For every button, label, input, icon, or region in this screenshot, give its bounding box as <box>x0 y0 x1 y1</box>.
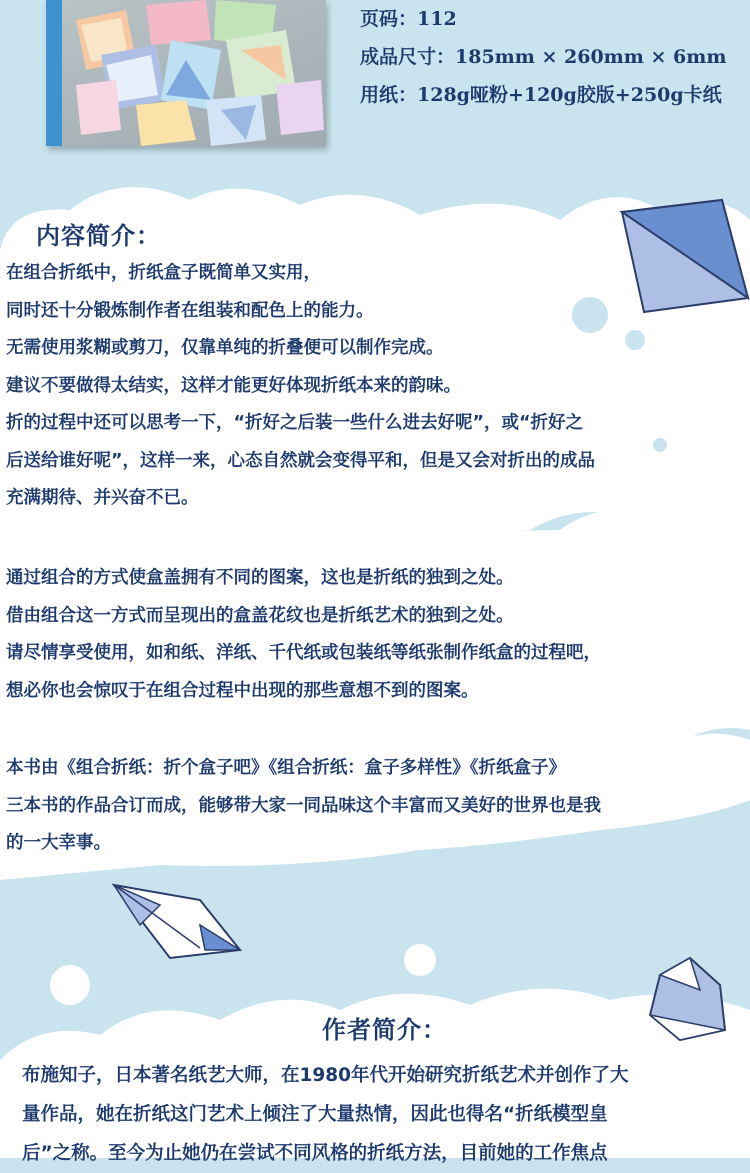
spec-size: 成品尺寸：185mm × 260mm × 6mm <box>360 46 727 68</box>
intro-line: 本书由《组合折纸：折个盒子吧》《组合折纸：盒子多样性》《折纸盒子》 <box>6 758 566 778</box>
author-paragraph <box>22 1056 742 1173</box>
intro-line: 请尽情享受使用，如和纸、洋纸、千代纸或包装纸等纸张制作纸盒的过程吧， <box>6 643 601 663</box>
bubble <box>404 944 436 976</box>
origami-boxes-illustration <box>46 0 326 146</box>
intro-paragraph-2 <box>6 560 750 710</box>
author-line: 后”之称。至今为止她仍在尝试不同风格的折纸方法，目前她的工作焦点 <box>22 1143 608 1164</box>
author-title: 作者简介： <box>322 1016 447 1044</box>
author-line: 布施知子，日本著名纸艺大师，在1980年代开始研究折纸艺术并创作了大 <box>22 1065 629 1086</box>
intro-line: 后送给谁好呢”，这样一来，心态自然就会变得平和，但是又会对折出的成品 <box>6 450 595 471</box>
intro-line: 想必你也会惊叹于在组合过程中出现的那些意想不到的图案。 <box>6 680 479 701</box>
intro-line: 充满期待、并兴奋不已。 <box>6 488 199 508</box>
intro-paragraph-1 <box>6 255 750 518</box>
book-specs <box>360 0 750 114</box>
spec-pages: 页码：112 <box>360 8 457 30</box>
intro-paragraph-3 <box>6 750 750 863</box>
intro-line: 同时还十分锻炼制作者在组装和配色上的能力。 <box>6 300 374 321</box>
author-line: 量作品，她在折纸这门艺术上倾注了大量热情，因此也得名“折纸模型皇 <box>22 1104 608 1125</box>
intro-line: 的一大幸事。 <box>6 833 111 853</box>
origami-boat <box>114 885 240 958</box>
intro-line: 借由组合这一方式而呈现出的盒盖花纹也是折纸艺术的独到之处。 <box>6 605 514 626</box>
intro-line: 通过组合的方式使盒盖拥有不同的图案，这也是折纸的独到之处。 <box>6 568 514 588</box>
intro-line: 三本书的作品合订而成，能够带大家一同品味这个丰富而又美好的世界也是我 <box>6 795 601 816</box>
spec-paper: 用纸：128g哑粉+120g胶版+250g卡纸 <box>360 84 722 106</box>
bubble <box>50 965 90 1005</box>
intro-title: 内容简介： <box>36 222 161 250</box>
book-cover-image <box>46 0 326 146</box>
intro-line: 折的过程中还可以思考一下，“折好之后装一些什么进去好呢”，或“折好之 <box>6 413 584 433</box>
intro-line: 在组合折纸中，折纸盒子既简单又实用， <box>6 263 321 283</box>
intro-line: 建议不要做得太结实，这样才能更好体现折纸本来的韵味。 <box>6 375 461 396</box>
intro-line: 无需使用浆糊或剪刀，仅靠单纯的折叠便可以制作完成。 <box>6 338 444 358</box>
